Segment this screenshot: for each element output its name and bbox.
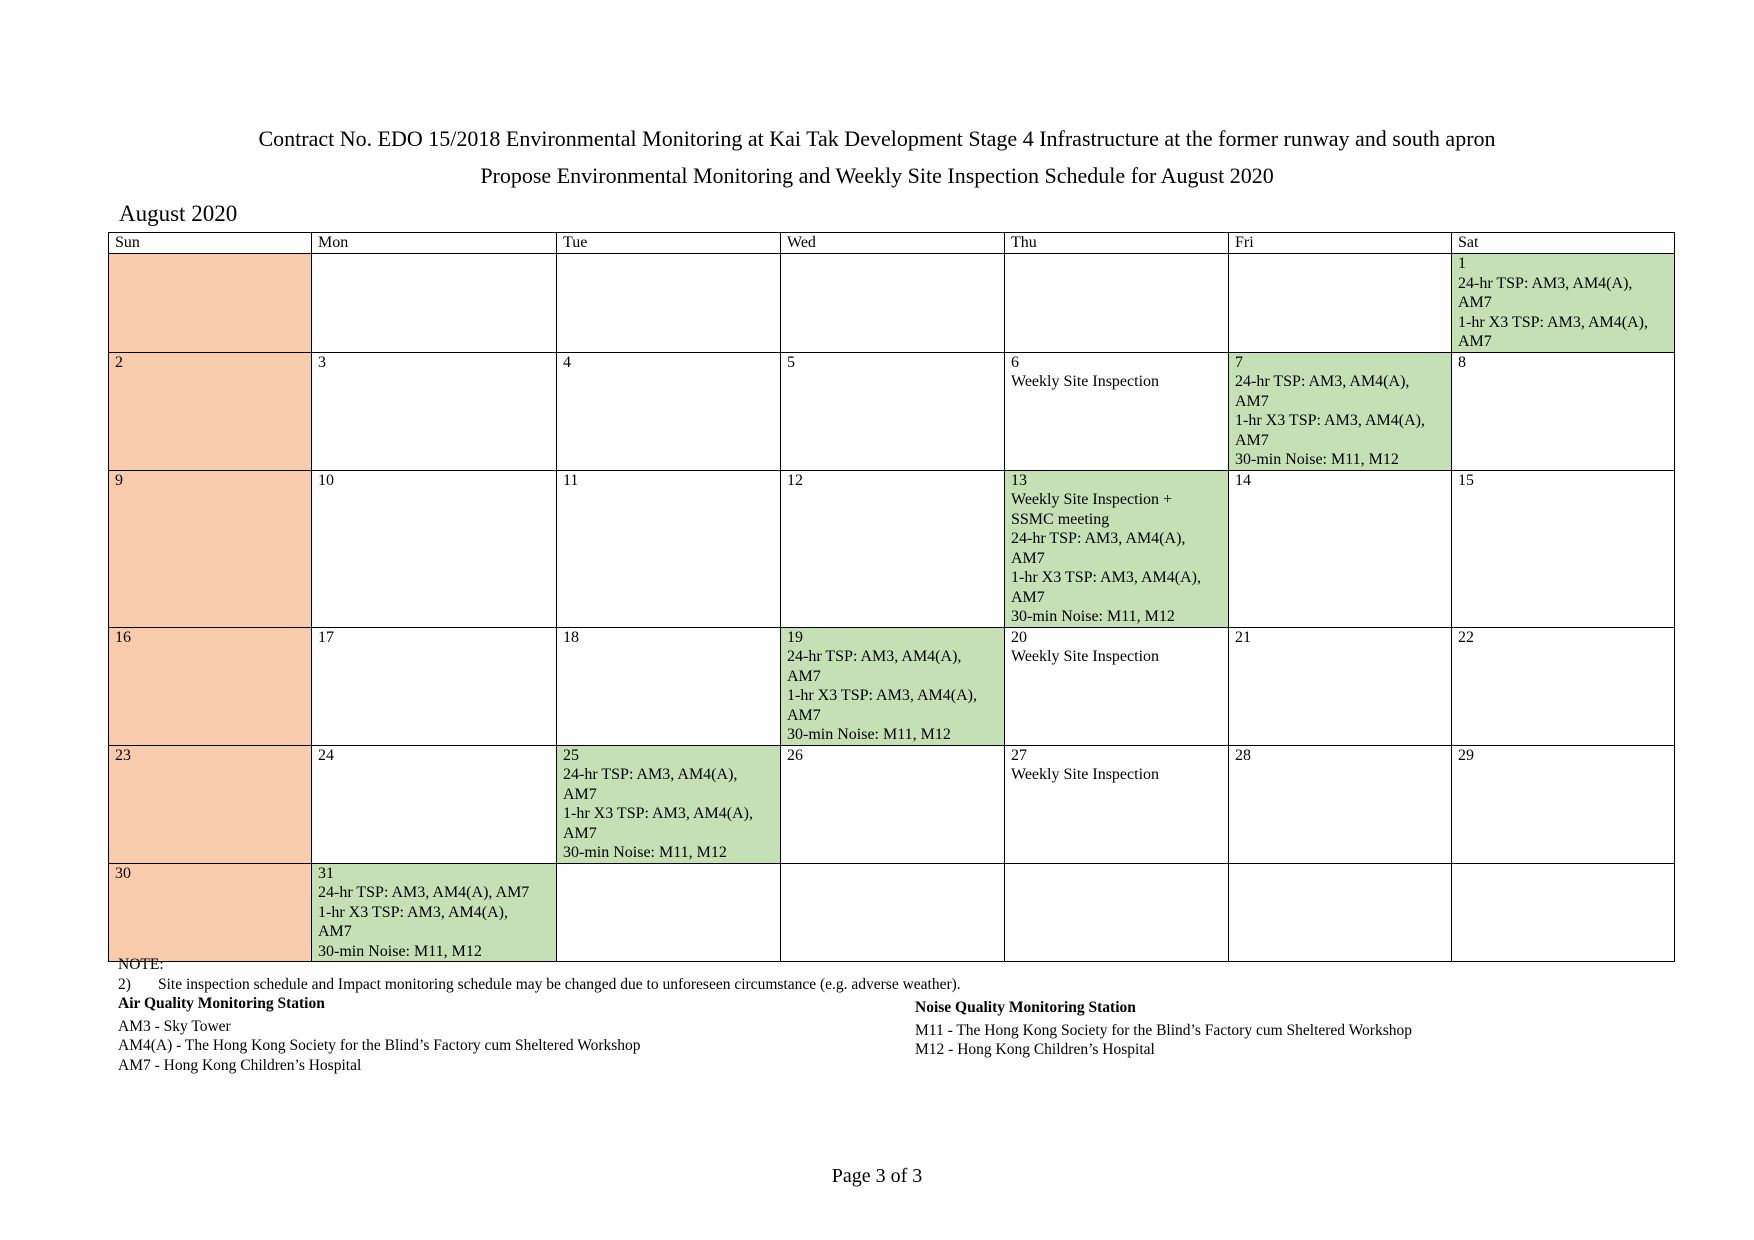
calendar-day-cell bbox=[1005, 745, 1229, 863]
calendar-day-cell bbox=[312, 627, 557, 745]
noise-quality-heading: Noise Quality Monitoring Station bbox=[915, 999, 1136, 1016]
calendar-day-cell bbox=[1452, 745, 1675, 863]
calendar-day-cell bbox=[109, 254, 312, 353]
weekday-wed: Wed bbox=[781, 233, 1005, 254]
day-number: 9 bbox=[115, 471, 123, 489]
day-number: 29 bbox=[1458, 746, 1474, 764]
notes-section bbox=[118, 955, 961, 994]
calendar-day-cell bbox=[1229, 745, 1452, 863]
schedule-entry: AM7 bbox=[787, 667, 821, 685]
day-number: 28 bbox=[1235, 746, 1251, 764]
day-number: 7 bbox=[1235, 353, 1243, 371]
air-quality-heading: Air Quality Monitoring Station bbox=[118, 995, 325, 1012]
calendar-day-cell bbox=[1452, 254, 1675, 353]
schedule-entry: AM7 bbox=[563, 824, 597, 842]
schedule-entry: 30-min Noise: M11, M12 bbox=[318, 942, 482, 960]
schedule-entry: AM7 bbox=[318, 923, 352, 940]
calendar-day-cell bbox=[1005, 863, 1229, 962]
schedule-entry: 24-hr TSP: AM3, AM4(A), bbox=[563, 766, 738, 783]
calendar-day-cell bbox=[1229, 627, 1452, 745]
note-item-text: Site inspection schedule and Impact monitoring schedule may be changed due to unforeseen circumstance (e.g. adverse weather). bbox=[158, 975, 961, 993]
calendar-day-cell bbox=[1452, 470, 1675, 627]
day-number: 3 bbox=[318, 353, 326, 371]
document-subtitle: Propose Environmental Monitoring and Weekly Site Inspection Schedule for August 2020 bbox=[480, 163, 1274, 188]
calendar-day-cell bbox=[1229, 254, 1452, 353]
document-title: Contract No. EDO 15/2018 Environmental Monitoring at Kai Tak Development Stage 4 Infrastructure at the former runway and south apron bbox=[258, 126, 1496, 151]
schedule-entry: AM7 bbox=[563, 785, 597, 803]
schedule-entry: 24-hr TSP: AM3, AM4(A), bbox=[1458, 274, 1633, 292]
day-number: 11 bbox=[563, 471, 579, 489]
day-number: 23 bbox=[115, 746, 131, 764]
schedule-entry: 1-hr X3 TSP: AM3, AM4(A), bbox=[1458, 313, 1648, 331]
calendar-day-cell bbox=[312, 254, 557, 353]
calendar-day-cell bbox=[1452, 627, 1675, 745]
day-number: 20 bbox=[1011, 628, 1027, 646]
calendar-week-row bbox=[109, 254, 1675, 353]
calendar-day-cell bbox=[1005, 470, 1229, 627]
schedule-entry: 24-hr TSP: AM3, AM4(A), bbox=[787, 648, 962, 665]
calendar-day-cell bbox=[1452, 863, 1675, 962]
schedule-entry: SSMC meeting bbox=[1011, 510, 1110, 528]
calendar-day-cell bbox=[781, 254, 1005, 353]
schedule-entry: AM7 bbox=[1235, 431, 1269, 449]
schedule-entry: 1-hr X3 TSP: AM3, AM4(A), bbox=[1011, 569, 1201, 586]
calendar-day-cell bbox=[1452, 352, 1675, 470]
schedule-entry: 30-min Noise: M11, M12 bbox=[563, 844, 727, 861]
weekday-sat: Sat bbox=[1452, 233, 1675, 254]
schedule-entry: 24-hr TSP: AM3, AM4(A), bbox=[1235, 373, 1410, 390]
day-number: 6 bbox=[1011, 353, 1019, 371]
calendar-day-cell bbox=[557, 627, 781, 745]
schedule-entry: 30-min Noise: M11, M12 bbox=[787, 726, 951, 743]
schedule-calendar bbox=[108, 232, 1675, 962]
schedule-entry: AM7 bbox=[1235, 392, 1269, 410]
day-number: 15 bbox=[1458, 471, 1474, 489]
day-number: 2 bbox=[115, 353, 123, 371]
weekday-sun: Sun bbox=[109, 233, 312, 254]
day-number: 13 bbox=[1011, 471, 1027, 489]
calendar-day-cell bbox=[312, 745, 557, 863]
calendar-day-cell bbox=[109, 627, 312, 745]
calendar-day-cell bbox=[1005, 254, 1229, 353]
page-number: Page 3 of 3 bbox=[831, 1165, 923, 1187]
schedule-entry: AM7 bbox=[1458, 294, 1492, 311]
note-item bbox=[118, 975, 961, 995]
schedule-entry: 24-hr TSP: AM3, AM4(A), bbox=[1011, 530, 1186, 547]
noise-station-item: M11 - The Hong Kong Society for the Blind’s Factory cum Sheltered Workshop bbox=[915, 1021, 1412, 1039]
day-number: 18 bbox=[563, 628, 579, 646]
notes-heading: NOTE: bbox=[118, 956, 164, 973]
calendar-day-cell bbox=[781, 627, 1005, 745]
day-number: 16 bbox=[115, 628, 131, 646]
day-number: 21 bbox=[1235, 628, 1251, 646]
note-item-number: 2) bbox=[118, 975, 131, 993]
day-number: 12 bbox=[787, 471, 803, 489]
calendar-day-cell bbox=[109, 352, 312, 470]
weekday-fri: Fri bbox=[1229, 233, 1452, 254]
weekday-thu: Thu bbox=[1005, 233, 1229, 254]
day-number: 26 bbox=[787, 746, 803, 764]
calendar-week-row bbox=[109, 863, 1675, 962]
calendar-month-label: August 2020 bbox=[119, 201, 238, 226]
schedule-entry: Weekly Site Inspection bbox=[1011, 766, 1160, 783]
schedule-entry: 30-min Noise: M11, M12 bbox=[1011, 608, 1175, 625]
day-number: 10 bbox=[318, 471, 334, 489]
calendar-day-cell bbox=[312, 863, 557, 962]
calendar-day-cell bbox=[781, 745, 1005, 863]
schedule-entry: 24-hr TSP: AM3, AM4(A), AM7 bbox=[318, 884, 530, 901]
calendar-day-cell bbox=[1229, 352, 1452, 470]
air-quality-stations bbox=[118, 994, 641, 1075]
air-station-item: AM7 - Hong Kong Children’s Hospital bbox=[118, 1056, 362, 1074]
schedule-entry: AM7 bbox=[1011, 549, 1045, 567]
day-number: 24 bbox=[318, 746, 334, 764]
schedule-entry: 1-hr X3 TSP: AM3, AM4(A), bbox=[563, 805, 753, 822]
calendar-day-cell bbox=[557, 254, 781, 353]
calendar-day-cell bbox=[1229, 863, 1452, 962]
day-number: 8 bbox=[1458, 353, 1466, 371]
noise-quality-stations bbox=[915, 998, 1412, 1060]
schedule-entry: Weekly Site Inspection bbox=[1011, 373, 1160, 390]
day-number: 27 bbox=[1011, 746, 1027, 764]
calendar-day-cell bbox=[1229, 470, 1452, 627]
calendar-day-cell bbox=[781, 863, 1005, 962]
weekday-mon: Mon bbox=[312, 233, 557, 254]
calendar-week-row bbox=[109, 352, 1675, 470]
calendar-day-cell bbox=[1005, 352, 1229, 470]
weekday-tue: Tue bbox=[557, 233, 781, 254]
air-station-item: AM3 - Sky Tower bbox=[118, 1017, 231, 1035]
calendar-weeks bbox=[109, 254, 1675, 962]
calendar-day-cell bbox=[781, 352, 1005, 470]
noise-station-item: M12 - Hong Kong Children’s Hospital bbox=[915, 1041, 1155, 1058]
schedule-entry: Weekly Site Inspection bbox=[1011, 648, 1160, 665]
day-number: 25 bbox=[563, 746, 579, 764]
calendar-day-cell bbox=[1005, 627, 1229, 745]
calendar-week-row bbox=[109, 627, 1675, 745]
schedule-entry: 1-hr X3 TSP: AM3, AM4(A), bbox=[787, 687, 977, 704]
calendar-day-cell bbox=[109, 470, 312, 627]
day-number: 17 bbox=[318, 628, 334, 646]
calendar-day-cell bbox=[109, 863, 312, 962]
schedule-entry: 1-hr X3 TSP: AM3, AM4(A), bbox=[318, 903, 508, 921]
schedule-entry: 1-hr X3 TSP: AM3, AM4(A), bbox=[1235, 412, 1425, 429]
day-number: 31 bbox=[318, 864, 334, 882]
calendar-day-cell bbox=[557, 352, 781, 470]
schedule-entry: AM7 bbox=[1458, 333, 1492, 350]
schedule-entry: Weekly Site Inspection + bbox=[1011, 491, 1173, 508]
schedule-entry: 30-min Noise: M11, M12 bbox=[1235, 451, 1399, 468]
schedule-entry: AM7 bbox=[1011, 588, 1045, 606]
calendar-day-cell bbox=[781, 470, 1005, 627]
day-number: 30 bbox=[115, 864, 131, 882]
air-station-item: AM4(A) - The Hong Kong Society for the Blind’s Factory cum Sheltered Workshop bbox=[118, 1037, 641, 1054]
schedule-entry: AM7 bbox=[787, 706, 821, 724]
calendar-day-cell bbox=[312, 470, 557, 627]
calendar-week-row bbox=[109, 470, 1675, 627]
day-number: 22 bbox=[1458, 628, 1474, 646]
day-number: 14 bbox=[1235, 471, 1251, 489]
calendar-week-row bbox=[109, 745, 1675, 863]
calendar-day-cell bbox=[312, 352, 557, 470]
calendar-day-cell bbox=[109, 745, 312, 863]
day-number: 19 bbox=[787, 628, 803, 646]
day-number: 4 bbox=[563, 353, 571, 371]
calendar-day-cell bbox=[557, 863, 781, 962]
day-number: 5 bbox=[787, 353, 795, 371]
calendar-day-cell bbox=[557, 745, 781, 863]
calendar-day-cell bbox=[557, 470, 781, 627]
day-number: 1 bbox=[1458, 255, 1466, 272]
weekday-header-row bbox=[109, 233, 1675, 254]
